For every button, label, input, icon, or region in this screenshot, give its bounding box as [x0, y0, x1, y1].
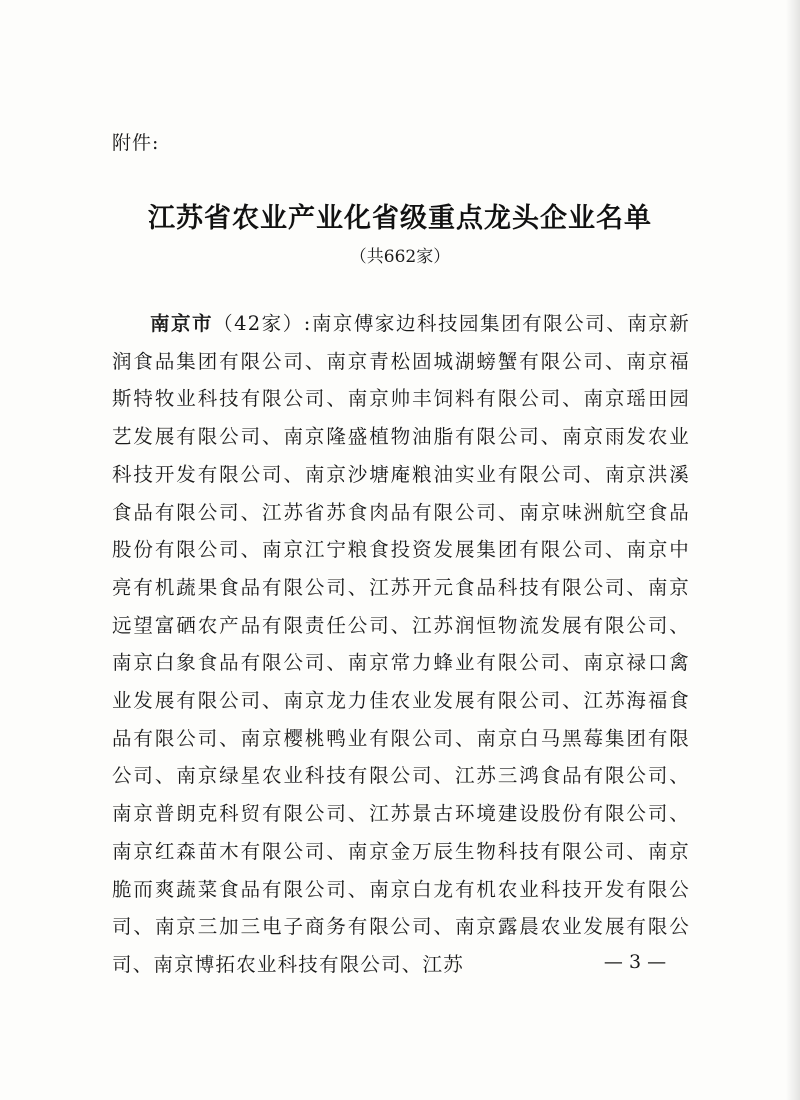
- page-number: — 3 —: [603, 951, 667, 973]
- attachment-label: 附件:: [112, 132, 160, 154]
- company-names: 南京傅家边科技园集团有限公司、南京新润食品集团有限公司、南京青松固城湖螃蟹有限公司、南京福斯特牧业科技有限公司、南京帅丰饲料有限公司、南京瑶田园艺发展有限公司、南京隆盛植物油脂有限公司、南京雨发农业科技开发有限公司、南京沙塘庵粮油实业有限公司、南京洪溪食品有限公司、江苏省苏食肉品有限公司、南京味洲航空食品股份有限公司、南京江宁粮食投资发展集团有限公司、南京中亮有机蔬果食品有限公司、江苏开元食品科技有限公司、南京远望富硒农产品有限责任公司、江苏润恒物流发展有限公司、南京白象食品有限公司、南京常力蜂业有限公司、南京禄口禽业发展有限公司、南京龙力佳农业发展有限公司、江苏海福食品有限公司、南京樱桃鸭业有限公司、南京白马黑莓集团有限公司、南京绿星农业科技有限公司、江苏三鸿食品有限公司、南京普朗克科贸有限公司、江苏景古环境建设股份有限公司、南京红森苗木有限公司、南京金万辰生物科技有限公司、南京脆而爽蔬菜食品有限公司、南京白龙有机农业科技开发有限公司、南京三加三电子商务有限公司、南京露晨农业发展有限公司、南京博拓农业科技有限公司、江苏: [112, 312, 690, 976]
- document-title: 江苏省农业产业化省级重点龙头企业名单: [148, 203, 652, 234]
- city-label: 南京市: [150, 312, 214, 335]
- company-list-paragraph: [112, 305, 690, 984]
- page-edge-shadow: [786, 0, 800, 1100]
- document-subtitle: （共662家）: [349, 247, 451, 267]
- company-count: （42家）:: [213, 312, 312, 335]
